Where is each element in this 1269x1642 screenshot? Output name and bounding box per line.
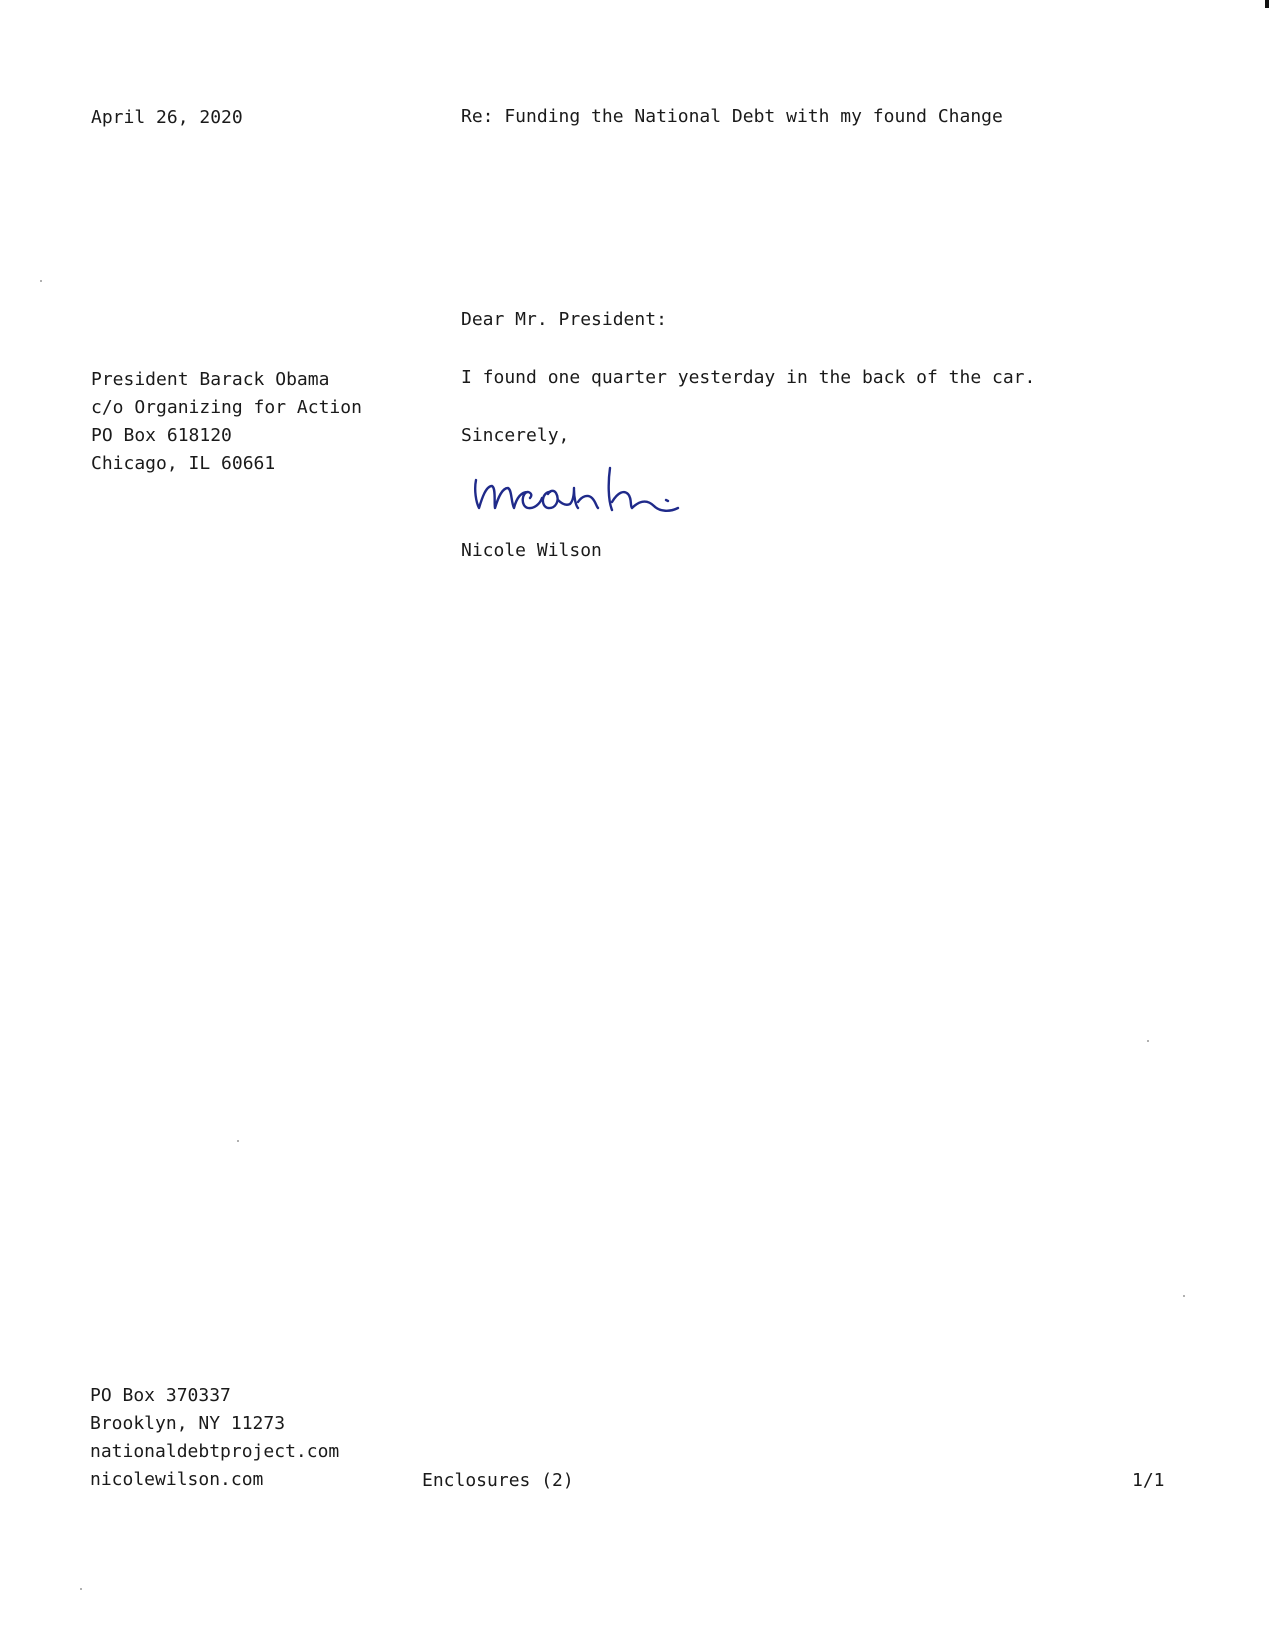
scan-speck [80, 1588, 82, 1590]
signer-name: Nicole Wilson [461, 540, 602, 561]
letter-date: April 26, 2020 [91, 107, 243, 128]
scan-speck [1147, 1040, 1149, 1042]
sender-address-line: Brooklyn, NY 11273 [90, 1413, 286, 1434]
letter-body: I found one quarter yesterday in the back of the car. [461, 367, 1036, 388]
sender-website-link[interactable]: nationaldebtproject.com [90, 1441, 340, 1462]
scan-speck [237, 1140, 239, 1142]
scan-speck [40, 280, 42, 282]
recipient-line: Chicago, IL 60661 [91, 453, 276, 474]
signature-image [470, 462, 730, 522]
page-number: 1/1 [1132, 1470, 1165, 1491]
sender-website-link[interactable]: nicolewilson.com [90, 1469, 264, 1490]
recipient-line: PO Box 618120 [91, 425, 232, 446]
sender-address [90, 1382, 339, 1494]
enclosures-note: Enclosures (2) [422, 1470, 574, 1491]
sender-address-line: PO Box 370337 [90, 1385, 231, 1406]
letter-salutation: Dear Mr. President: [461, 309, 667, 330]
letter-closing: Sincerely, [461, 425, 570, 446]
recipient-address [91, 366, 362, 478]
recipient-line: President Barack Obama [91, 369, 330, 390]
recipient-line: c/o Organizing for Action [91, 397, 362, 418]
scan-edge-mark [1265, 0, 1269, 8]
letter-subject: Re: Funding the National Debt with my found Change [461, 106, 1003, 127]
scan-speck [1183, 1295, 1185, 1297]
